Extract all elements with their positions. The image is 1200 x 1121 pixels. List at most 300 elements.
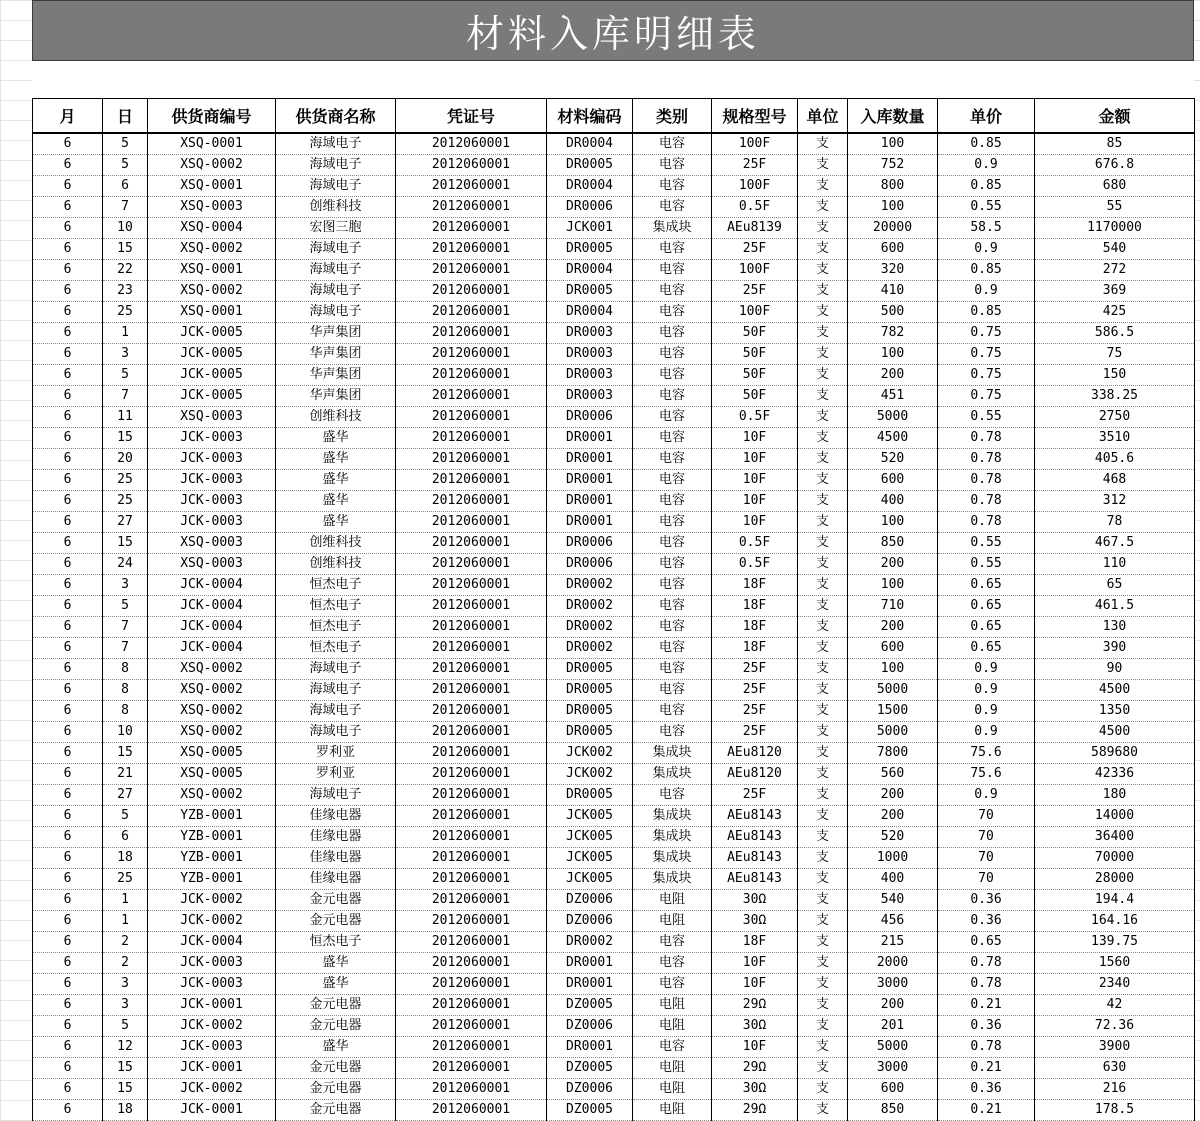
cell-unit[interactable]: 支 <box>798 869 848 890</box>
cell-category[interactable]: 集成块 <box>633 764 712 785</box>
cell-voucher-no[interactable]: 2012060001 <box>396 533 547 554</box>
cell-voucher-no[interactable]: 2012060001 <box>396 512 547 533</box>
cell-material-code[interactable]: DZ0006 <box>547 1079 633 1100</box>
col-header-day[interactable]: 日 <box>103 99 148 134</box>
cell-unit[interactable]: 支 <box>798 302 848 323</box>
cell-amount[interactable]: 3900 <box>1035 1037 1195 1058</box>
cell-category[interactable]: 电容 <box>633 323 712 344</box>
cell-unit-price[interactable]: 0.85 <box>938 176 1035 197</box>
cell-voucher-no[interactable]: 2012060001 <box>396 638 547 659</box>
cell-day[interactable]: 18 <box>103 848 148 869</box>
cell-amount[interactable]: 272 <box>1035 260 1195 281</box>
cell-voucher-no[interactable]: 2012060001 <box>396 155 547 176</box>
cell-supplier-code[interactable]: JCK-0002 <box>148 1079 276 1100</box>
cell-voucher-no[interactable]: 2012060001 <box>396 491 547 512</box>
cell-material-code[interactable]: DR0005 <box>547 659 633 680</box>
cell-material-code[interactable]: DR0005 <box>547 281 633 302</box>
cell-material-code[interactable]: DR0004 <box>547 176 633 197</box>
cell-unit[interactable]: 支 <box>798 1079 848 1100</box>
cell-voucher-no[interactable]: 2012060001 <box>396 133 547 155</box>
cell-category[interactable]: 电容 <box>633 1037 712 1058</box>
cell-material-code[interactable]: DR0002 <box>547 638 633 659</box>
cell-category[interactable]: 电容 <box>633 281 712 302</box>
cell-material-code[interactable]: DR0003 <box>547 386 633 407</box>
cell-amount[interactable]: 42 <box>1035 995 1195 1016</box>
cell-category[interactable]: 电阻 <box>633 1016 712 1037</box>
cell-unit[interactable]: 支 <box>798 1100 848 1121</box>
cell-month[interactable]: 6 <box>33 659 103 680</box>
cell-day[interactable]: 10 <box>103 722 148 743</box>
cell-amount[interactable]: 390 <box>1035 638 1195 659</box>
cell-supplier-code[interactable]: YZB-0001 <box>148 806 276 827</box>
cell-quantity[interactable]: 215 <box>848 932 938 953</box>
cell-supplier-name[interactable]: 华声集团 <box>276 323 396 344</box>
cell-material-code[interactable]: DR0006 <box>547 407 633 428</box>
cell-material-code[interactable]: DR0001 <box>547 953 633 974</box>
cell-day[interactable]: 24 <box>103 554 148 575</box>
cell-month[interactable]: 6 <box>33 176 103 197</box>
cell-quantity[interactable]: 752 <box>848 155 938 176</box>
cell-spec[interactable]: 0.5F <box>712 554 798 575</box>
cell-supplier-name[interactable]: 海域电子 <box>276 701 396 722</box>
cell-amount[interactable]: 425 <box>1035 302 1195 323</box>
cell-unit-price[interactable]: 0.36 <box>938 1016 1035 1037</box>
cell-month[interactable]: 6 <box>33 869 103 890</box>
cell-quantity[interactable]: 451 <box>848 386 938 407</box>
cell-quantity[interactable]: 600 <box>848 638 938 659</box>
cell-supplier-code[interactable]: XSQ-0002 <box>148 155 276 176</box>
cell-voucher-no[interactable]: 2012060001 <box>396 953 547 974</box>
cell-voucher-no[interactable]: 2012060001 <box>396 302 547 323</box>
cell-day[interactable]: 6 <box>103 827 148 848</box>
cell-day[interactable]: 3 <box>103 995 148 1016</box>
cell-category[interactable]: 电容 <box>633 575 712 596</box>
cell-supplier-code[interactable]: XSQ-0001 <box>148 176 276 197</box>
cell-supplier-name[interactable]: 华声集团 <box>276 365 396 386</box>
cell-month[interactable]: 6 <box>33 638 103 659</box>
cell-material-code[interactable]: DR0006 <box>547 533 633 554</box>
cell-supplier-code[interactable]: JCK-0005 <box>148 386 276 407</box>
cell-material-code[interactable]: JCK001 <box>547 218 633 239</box>
cell-supplier-name[interactable]: 盛华 <box>276 491 396 512</box>
cell-category[interactable]: 电容 <box>633 512 712 533</box>
cell-quantity[interactable]: 100 <box>848 575 938 596</box>
cell-unit-price[interactable]: 0.78 <box>938 449 1035 470</box>
cell-material-code[interactable]: DR0003 <box>547 365 633 386</box>
cell-material-code[interactable]: DZ0005 <box>547 995 633 1016</box>
cell-day[interactable]: 5 <box>103 365 148 386</box>
cell-day[interactable]: 11 <box>103 407 148 428</box>
cell-amount[interactable]: 2340 <box>1035 974 1195 995</box>
cell-material-code[interactable]: DZ0005 <box>547 1058 633 1079</box>
col-header-unit[interactable]: 单位 <box>798 99 848 134</box>
cell-spec[interactable]: AEu8143 <box>712 848 798 869</box>
cell-material-code[interactable]: DR0001 <box>547 449 633 470</box>
cell-month[interactable]: 6 <box>33 827 103 848</box>
cell-material-code[interactable]: JCK002 <box>547 743 633 764</box>
cell-spec[interactable]: 18F <box>712 932 798 953</box>
cell-quantity[interactable]: 5000 <box>848 680 938 701</box>
cell-unit[interactable]: 支 <box>798 512 848 533</box>
cell-unit-price[interactable]: 0.55 <box>938 554 1035 575</box>
cell-category[interactable]: 电阻 <box>633 1058 712 1079</box>
cell-supplier-code[interactable]: XSQ-0002 <box>148 281 276 302</box>
cell-supplier-code[interactable]: JCK-0003 <box>148 974 276 995</box>
cell-month[interactable]: 6 <box>33 1100 103 1121</box>
cell-day[interactable]: 2 <box>103 932 148 953</box>
cell-unit-price[interactable]: 0.75 <box>938 323 1035 344</box>
cell-category[interactable]: 集成块 <box>633 806 712 827</box>
cell-unit-price[interactable]: 70 <box>938 806 1035 827</box>
cell-material-code[interactable]: DR0002 <box>547 932 633 953</box>
cell-spec[interactable]: 18F <box>712 575 798 596</box>
cell-unit[interactable]: 支 <box>798 428 848 449</box>
cell-day[interactable]: 15 <box>103 239 148 260</box>
cell-category[interactable]: 电阻 <box>633 1100 712 1121</box>
cell-unit[interactable]: 支 <box>798 953 848 974</box>
cell-month[interactable]: 6 <box>33 302 103 323</box>
cell-quantity[interactable]: 200 <box>848 785 938 806</box>
cell-month[interactable]: 6 <box>33 386 103 407</box>
cell-spec[interactable]: 29Ω <box>712 1058 798 1079</box>
cell-unit[interactable]: 支 <box>798 764 848 785</box>
cell-unit-price[interactable]: 0.78 <box>938 512 1035 533</box>
cell-unit[interactable]: 支 <box>798 407 848 428</box>
cell-spec[interactable]: 25F <box>712 281 798 302</box>
cell-category[interactable]: 电容 <box>633 407 712 428</box>
cell-unit[interactable]: 支 <box>798 995 848 1016</box>
cell-spec[interactable]: 100F <box>712 302 798 323</box>
cell-month[interactable]: 6 <box>33 1058 103 1079</box>
cell-voucher-no[interactable]: 2012060001 <box>396 197 547 218</box>
cell-category[interactable]: 电容 <box>633 260 712 281</box>
cell-spec[interactable]: 10F <box>712 449 798 470</box>
cell-unit-price[interactable]: 0.55 <box>938 407 1035 428</box>
cell-month[interactable]: 6 <box>33 596 103 617</box>
cell-category[interactable]: 电容 <box>633 785 712 806</box>
cell-unit-price[interactable]: 0.75 <box>938 365 1035 386</box>
cell-month[interactable]: 6 <box>33 239 103 260</box>
cell-voucher-no[interactable]: 2012060001 <box>396 806 547 827</box>
cell-supplier-name[interactable]: 恒杰电子 <box>276 617 396 638</box>
cell-supplier-name[interactable]: 盛华 <box>276 974 396 995</box>
cell-unit[interactable]: 支 <box>798 617 848 638</box>
cell-unit[interactable]: 支 <box>798 533 848 554</box>
cell-unit[interactable]: 支 <box>798 176 848 197</box>
cell-unit-price[interactable]: 0.36 <box>938 911 1035 932</box>
cell-unit[interactable]: 支 <box>798 554 848 575</box>
cell-spec[interactable]: 50F <box>712 386 798 407</box>
cell-voucher-no[interactable]: 2012060001 <box>396 785 547 806</box>
cell-voucher-no[interactable]: 2012060001 <box>396 743 547 764</box>
cell-unit[interactable]: 支 <box>798 1058 848 1079</box>
cell-amount[interactable]: 405.6 <box>1035 449 1195 470</box>
cell-month[interactable]: 6 <box>33 281 103 302</box>
cell-month[interactable]: 6 <box>33 449 103 470</box>
cell-day[interactable]: 18 <box>103 1100 148 1121</box>
cell-supplier-code[interactable]: YZB-0001 <box>148 848 276 869</box>
cell-category[interactable]: 集成块 <box>633 869 712 890</box>
cell-day[interactable]: 23 <box>103 281 148 302</box>
cell-amount[interactable]: 3510 <box>1035 428 1195 449</box>
cell-spec[interactable]: 30Ω <box>712 1016 798 1037</box>
cell-supplier-code[interactable]: JCK-0002 <box>148 1016 276 1037</box>
cell-voucher-no[interactable]: 2012060001 <box>396 932 547 953</box>
cell-supplier-name[interactable]: 盛华 <box>276 512 396 533</box>
cell-voucher-no[interactable]: 2012060001 <box>396 281 547 302</box>
cell-voucher-no[interactable]: 2012060001 <box>396 1100 547 1121</box>
cell-quantity[interactable]: 560 <box>848 764 938 785</box>
cell-voucher-no[interactable]: 2012060001 <box>396 764 547 785</box>
cell-unit-price[interactable]: 0.55 <box>938 197 1035 218</box>
cell-supplier-code[interactable]: XSQ-0005 <box>148 764 276 785</box>
cell-voucher-no[interactable]: 2012060001 <box>396 239 547 260</box>
cell-month[interactable]: 6 <box>33 323 103 344</box>
cell-quantity[interactable]: 5000 <box>848 407 938 428</box>
cell-spec[interactable]: 0.5F <box>712 533 798 554</box>
cell-category[interactable]: 电容 <box>633 638 712 659</box>
cell-material-code[interactable]: DR0001 <box>547 470 633 491</box>
cell-day[interactable]: 5 <box>103 133 148 155</box>
cell-day[interactable]: 27 <box>103 512 148 533</box>
cell-quantity[interactable]: 200 <box>848 365 938 386</box>
cell-material-code[interactable]: JCK005 <box>547 827 633 848</box>
col-header-category[interactable]: 类别 <box>633 99 712 134</box>
cell-spec[interactable]: 100F <box>712 176 798 197</box>
cell-material-code[interactable]: DR0001 <box>547 491 633 512</box>
cell-spec[interactable]: 30Ω <box>712 911 798 932</box>
cell-category[interactable]: 电容 <box>633 974 712 995</box>
cell-supplier-code[interactable]: XSQ-0002 <box>148 785 276 806</box>
cell-month[interactable]: 6 <box>33 344 103 365</box>
cell-unit-price[interactable]: 0.9 <box>938 701 1035 722</box>
cell-unit-price[interactable]: 70 <box>938 869 1035 890</box>
cell-quantity[interactable]: 4500 <box>848 428 938 449</box>
cell-unit[interactable]: 支 <box>798 911 848 932</box>
cell-month[interactable]: 6 <box>33 512 103 533</box>
cell-supplier-name[interactable]: 金元电器 <box>276 1079 396 1100</box>
cell-voucher-no[interactable]: 2012060001 <box>396 722 547 743</box>
cell-amount[interactable]: 540 <box>1035 239 1195 260</box>
cell-supplier-code[interactable]: XSQ-0003 <box>148 197 276 218</box>
cell-spec[interactable]: 18F <box>712 617 798 638</box>
cell-amount[interactable]: 4500 <box>1035 680 1195 701</box>
cell-quantity[interactable]: 520 <box>848 827 938 848</box>
cell-quantity[interactable]: 782 <box>848 323 938 344</box>
cell-spec[interactable]: 25F <box>712 680 798 701</box>
cell-supplier-code[interactable]: XSQ-0004 <box>148 218 276 239</box>
cell-day[interactable]: 20 <box>103 449 148 470</box>
cell-spec[interactable]: 0.5F <box>712 407 798 428</box>
col-header-unit-price[interactable]: 单价 <box>938 99 1035 134</box>
cell-voucher-no[interactable]: 2012060001 <box>396 449 547 470</box>
cell-month[interactable]: 6 <box>33 617 103 638</box>
cell-quantity[interactable]: 3000 <box>848 974 938 995</box>
cell-unit-price[interactable]: 0.21 <box>938 1100 1035 1121</box>
cell-quantity[interactable]: 200 <box>848 617 938 638</box>
cell-material-code[interactable]: DR0001 <box>547 512 633 533</box>
cell-category[interactable]: 电容 <box>633 197 712 218</box>
col-header-quantity[interactable]: 入库数量 <box>848 99 938 134</box>
cell-amount[interactable]: 194.4 <box>1035 890 1195 911</box>
cell-voucher-no[interactable]: 2012060001 <box>396 680 547 701</box>
cell-quantity[interactable]: 100 <box>848 133 938 155</box>
cell-day[interactable]: 12 <box>103 1037 148 1058</box>
cell-unit[interactable]: 支 <box>798 218 848 239</box>
cell-supplier-code[interactable]: YZB-0001 <box>148 869 276 890</box>
cell-spec[interactable]: 29Ω <box>712 995 798 1016</box>
cell-supplier-name[interactable]: 金元电器 <box>276 911 396 932</box>
cell-quantity[interactable]: 400 <box>848 491 938 512</box>
cell-spec[interactable]: 10F <box>712 512 798 533</box>
cell-month[interactable]: 6 <box>33 680 103 701</box>
cell-material-code[interactable]: DZ0006 <box>547 1016 633 1037</box>
cell-supplier-name[interactable]: 海域电子 <box>276 785 396 806</box>
cell-voucher-no[interactable]: 2012060001 <box>396 659 547 680</box>
cell-supplier-code[interactable]: XSQ-0001 <box>148 302 276 323</box>
cell-supplier-code[interactable]: JCK-0003 <box>148 428 276 449</box>
cell-material-code[interactable]: DR0002 <box>547 596 633 617</box>
cell-supplier-name[interactable]: 恒杰电子 <box>276 932 396 953</box>
cell-supplier-code[interactable]: XSQ-0001 <box>148 260 276 281</box>
cell-supplier-code[interactable]: JCK-0003 <box>148 491 276 512</box>
cell-quantity[interactable]: 800 <box>848 176 938 197</box>
cell-day[interactable]: 1 <box>103 911 148 932</box>
cell-material-code[interactable]: DR0001 <box>547 974 633 995</box>
cell-supplier-code[interactable]: JCK-0001 <box>148 1100 276 1121</box>
cell-spec[interactable]: 25F <box>712 701 798 722</box>
cell-unit-price[interactable]: 0.36 <box>938 890 1035 911</box>
cell-supplier-name[interactable]: 恒杰电子 <box>276 638 396 659</box>
cell-month[interactable]: 6 <box>33 533 103 554</box>
cell-supplier-name[interactable]: 创维科技 <box>276 407 396 428</box>
col-header-supplier-code[interactable]: 供货商编号 <box>148 99 276 134</box>
col-header-supplier-name[interactable]: 供货商名称 <box>276 99 396 134</box>
cell-amount[interactable]: 312 <box>1035 491 1195 512</box>
cell-spec[interactable]: 100F <box>712 260 798 281</box>
cell-unit[interactable]: 支 <box>798 701 848 722</box>
cell-amount[interactable]: 90 <box>1035 659 1195 680</box>
cell-spec[interactable]: 30Ω <box>712 1079 798 1100</box>
cell-unit[interactable]: 支 <box>798 575 848 596</box>
cell-day[interactable]: 1 <box>103 890 148 911</box>
cell-supplier-name[interactable]: 宏图三胞 <box>276 218 396 239</box>
cell-unit-price[interactable]: 58.5 <box>938 218 1035 239</box>
cell-voucher-no[interactable]: 2012060001 <box>396 365 547 386</box>
cell-category[interactable]: 电容 <box>633 365 712 386</box>
cell-material-code[interactable]: DR0003 <box>547 323 633 344</box>
cell-month[interactable]: 6 <box>33 575 103 596</box>
cell-supplier-code[interactable]: JCK-0005 <box>148 365 276 386</box>
cell-month[interactable]: 6 <box>33 1037 103 1058</box>
cell-unit[interactable]: 支 <box>798 365 848 386</box>
cell-amount[interactable]: 164.16 <box>1035 911 1195 932</box>
cell-month[interactable]: 6 <box>33 133 103 155</box>
cell-amount[interactable]: 338.25 <box>1035 386 1195 407</box>
cell-unit-price[interactable]: 75.6 <box>938 743 1035 764</box>
cell-amount[interactable]: 180 <box>1035 785 1195 806</box>
cell-supplier-code[interactable]: JCK-0005 <box>148 323 276 344</box>
cell-amount[interactable]: 586.5 <box>1035 323 1195 344</box>
cell-amount[interactable]: 467.5 <box>1035 533 1195 554</box>
cell-month[interactable]: 6 <box>33 995 103 1016</box>
cell-unit-price[interactable]: 70 <box>938 848 1035 869</box>
cell-amount[interactable]: 216 <box>1035 1079 1195 1100</box>
cell-material-code[interactable]: DZ0005 <box>547 1100 633 1121</box>
cell-day[interactable]: 25 <box>103 302 148 323</box>
cell-quantity[interactable]: 100 <box>848 197 938 218</box>
cell-unit-price[interactable]: 0.9 <box>938 680 1035 701</box>
cell-unit-price[interactable]: 0.9 <box>938 785 1035 806</box>
cell-amount[interactable]: 78 <box>1035 512 1195 533</box>
cell-unit-price[interactable]: 0.75 <box>938 344 1035 365</box>
cell-voucher-no[interactable]: 2012060001 <box>396 701 547 722</box>
cell-material-code[interactable]: DR0005 <box>547 155 633 176</box>
cell-spec[interactable]: 10F <box>712 470 798 491</box>
cell-amount[interactable]: 130 <box>1035 617 1195 638</box>
cell-spec[interactable]: AEu8143 <box>712 827 798 848</box>
cell-material-code[interactable]: DR0005 <box>547 722 633 743</box>
cell-day[interactable]: 15 <box>103 1079 148 1100</box>
cell-supplier-name[interactable]: 海域电子 <box>276 281 396 302</box>
cell-unit[interactable]: 支 <box>798 470 848 491</box>
cell-supplier-code[interactable]: XSQ-0001 <box>148 133 276 155</box>
cell-amount[interactable]: 680 <box>1035 176 1195 197</box>
cell-quantity[interactable]: 1000 <box>848 848 938 869</box>
cell-supplier-code[interactable]: JCK-0005 <box>148 344 276 365</box>
cell-voucher-no[interactable]: 2012060001 <box>396 974 547 995</box>
cell-supplier-code[interactable]: JCK-0004 <box>148 596 276 617</box>
cell-spec[interactable]: AEu8139 <box>712 218 798 239</box>
cell-supplier-name[interactable]: 海域电子 <box>276 722 396 743</box>
cell-category[interactable]: 电容 <box>633 722 712 743</box>
cell-amount[interactable]: 4500 <box>1035 722 1195 743</box>
cell-voucher-no[interactable]: 2012060001 <box>396 1016 547 1037</box>
cell-spec[interactable]: 10F <box>712 953 798 974</box>
cell-voucher-no[interactable]: 2012060001 <box>396 995 547 1016</box>
cell-unit[interactable]: 支 <box>798 827 848 848</box>
cell-spec[interactable]: AEu8143 <box>712 806 798 827</box>
cell-quantity[interactable]: 710 <box>848 596 938 617</box>
cell-voucher-no[interactable]: 2012060001 <box>396 1058 547 1079</box>
cell-day[interactable]: 3 <box>103 974 148 995</box>
cell-amount[interactable]: 369 <box>1035 281 1195 302</box>
cell-amount[interactable]: 110 <box>1035 554 1195 575</box>
cell-unit[interactable]: 支 <box>798 197 848 218</box>
cell-material-code[interactable]: DZ0006 <box>547 911 633 932</box>
cell-spec[interactable]: 50F <box>712 323 798 344</box>
cell-unit[interactable]: 支 <box>798 239 848 260</box>
cell-spec[interactable]: AEu8143 <box>712 869 798 890</box>
cell-supplier-name[interactable]: 海域电子 <box>276 133 396 155</box>
cell-unit-price[interactable]: 0.75 <box>938 386 1035 407</box>
cell-amount[interactable]: 1170000 <box>1035 218 1195 239</box>
cell-amount[interactable]: 65 <box>1035 575 1195 596</box>
cell-quantity[interactable]: 100 <box>848 512 938 533</box>
cell-day[interactable]: 8 <box>103 701 148 722</box>
cell-supplier-name[interactable]: 金元电器 <box>276 890 396 911</box>
cell-unit[interactable]: 支 <box>798 386 848 407</box>
cell-day[interactable]: 15 <box>103 533 148 554</box>
cell-month[interactable]: 6 <box>33 785 103 806</box>
cell-quantity[interactable]: 850 <box>848 1100 938 1121</box>
cell-spec[interactable]: 0.5F <box>712 197 798 218</box>
cell-unit[interactable]: 支 <box>798 806 848 827</box>
cell-category[interactable]: 电容 <box>633 554 712 575</box>
cell-voucher-no[interactable]: 2012060001 <box>396 176 547 197</box>
cell-supplier-name[interactable]: 海域电子 <box>276 659 396 680</box>
cell-material-code[interactable]: DR0005 <box>547 701 633 722</box>
